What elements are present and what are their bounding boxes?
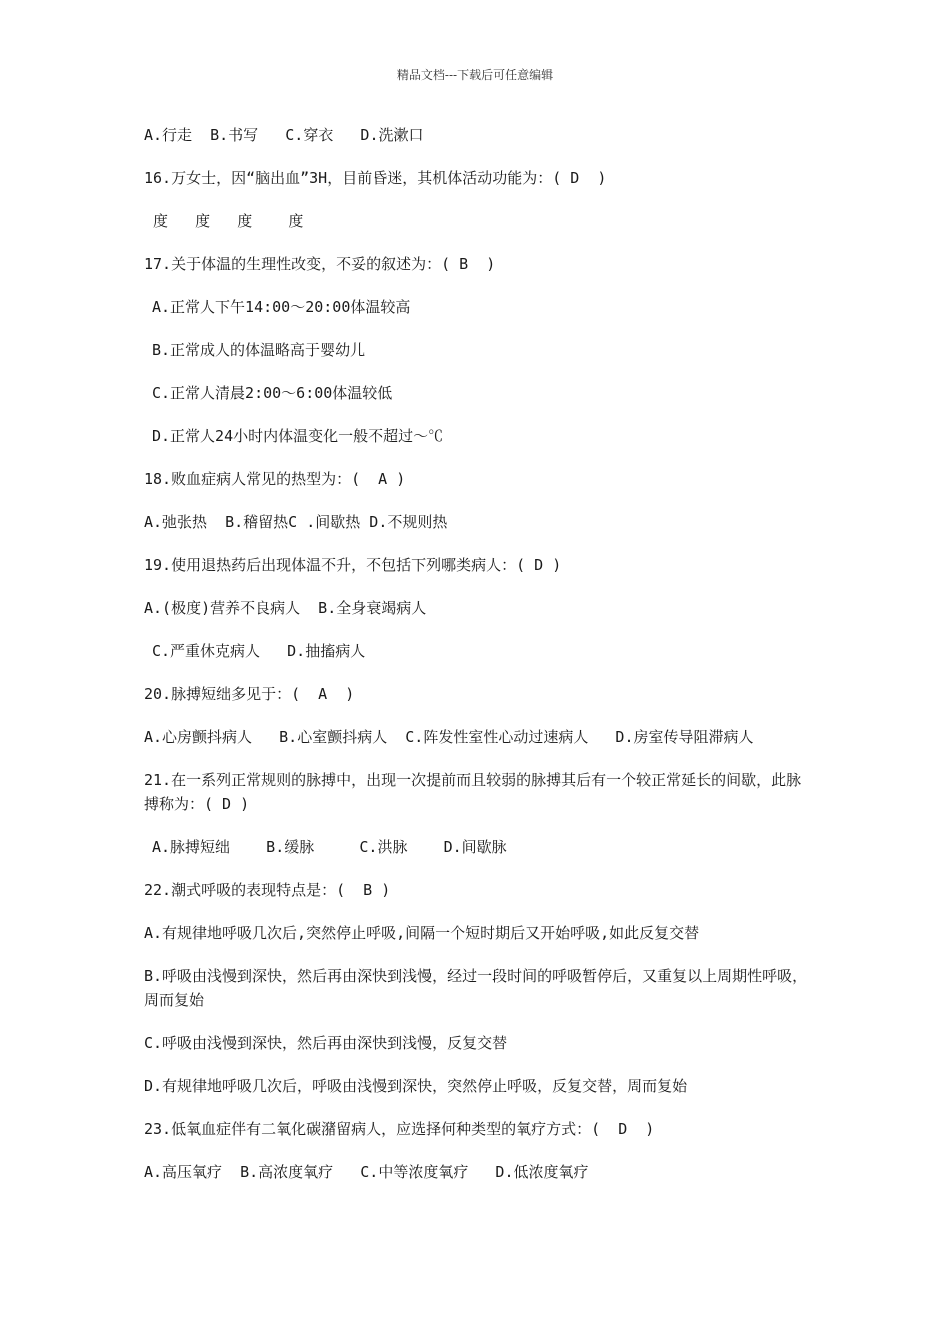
question-20: 20.脉搏短绌多见于：( A )	[144, 685, 355, 703]
option-b: B.正常成人的体温略高于婴幼儿	[152, 341, 366, 359]
text-line: A.行走 B.书写 C.穿衣 D.洗漱口	[144, 126, 424, 144]
option-a: A.正常人下午14:00～20:00体温较高	[152, 298, 411, 316]
options-line: A.弛张热 B.稽留热C .间歇热 D.不规则热	[144, 513, 448, 531]
option-d: D.有规律地呼吸几次后，呼吸由浅慢到深快，突然停止呼吸，反复交替，周而复始	[144, 1077, 688, 1095]
options-line: A.脉搏短绌 B.缓脉 C.洪脉 D.间歇脉	[152, 838, 507, 856]
option-c: C.正常人清晨2:00～6:00体温较低	[152, 384, 393, 402]
page-header: 精品文档---下载后可任意编辑	[396, 68, 554, 82]
options-line: A.(极度)营养不良病人 B.全身衰竭病人	[144, 599, 427, 617]
options-line: C.严重休克病人 D.抽搐病人	[152, 642, 366, 660]
question-21: 21.在一系列正常规则的脉搏中，出现一次提前而且较弱的脉搏其后有一个较正常延长的间歇，此脉搏称为：( D )	[144, 771, 802, 813]
option-a: A.有规律地呼吸几次后,突然停止呼吸,间隔一个短时期后又开始呼吸,如此反复交替	[144, 924, 700, 942]
question-19: 19.使用退热药后出现体温不升，不包括下列哪类病人：( D )	[144, 556, 562, 574]
question-16: 16.万女士，因“脑出血”3H，目前昏迷，其机体活动功能为：( D )	[144, 169, 607, 187]
question-17: 17.关于体温的生理性改变，不妥的叙述为：( B )	[144, 255, 496, 273]
text-line: 度 度 度 度	[144, 212, 304, 230]
question-22: 22.潮式呼吸的表现特点是：( B )	[144, 881, 391, 899]
options-line: A.高压氧疗 B.高浓度氧疗 C.中等浓度氧疗 D.低浓度氧疗	[144, 1163, 589, 1181]
option-d: D.正常人24小时内体温变化一般不超过～℃	[152, 427, 444, 445]
question-18: 18.败血症病人常见的热型为：( A )	[144, 470, 406, 488]
option-b: B.呼吸由浅慢到深快，然后再由深快到浅慢，经过一段时间的呼吸暂停后，又重复以上周期性呼吸，周而复始	[144, 967, 808, 1009]
option-c: C.呼吸由浅慢到深快，然后再由深快到浅慢，反复交替	[144, 1034, 508, 1052]
options-line: A.心房颤抖病人 B.心室颤抖病人 C.阵发性室性心动过速病人 D.房室传导阻滞病人	[144, 728, 754, 746]
question-23: 23.低氧血症伴有二氧化碳潴留病人，应选择何种类型的氧疗方式：( D )	[144, 1120, 655, 1138]
document-body	[144, 123, 816, 1203]
